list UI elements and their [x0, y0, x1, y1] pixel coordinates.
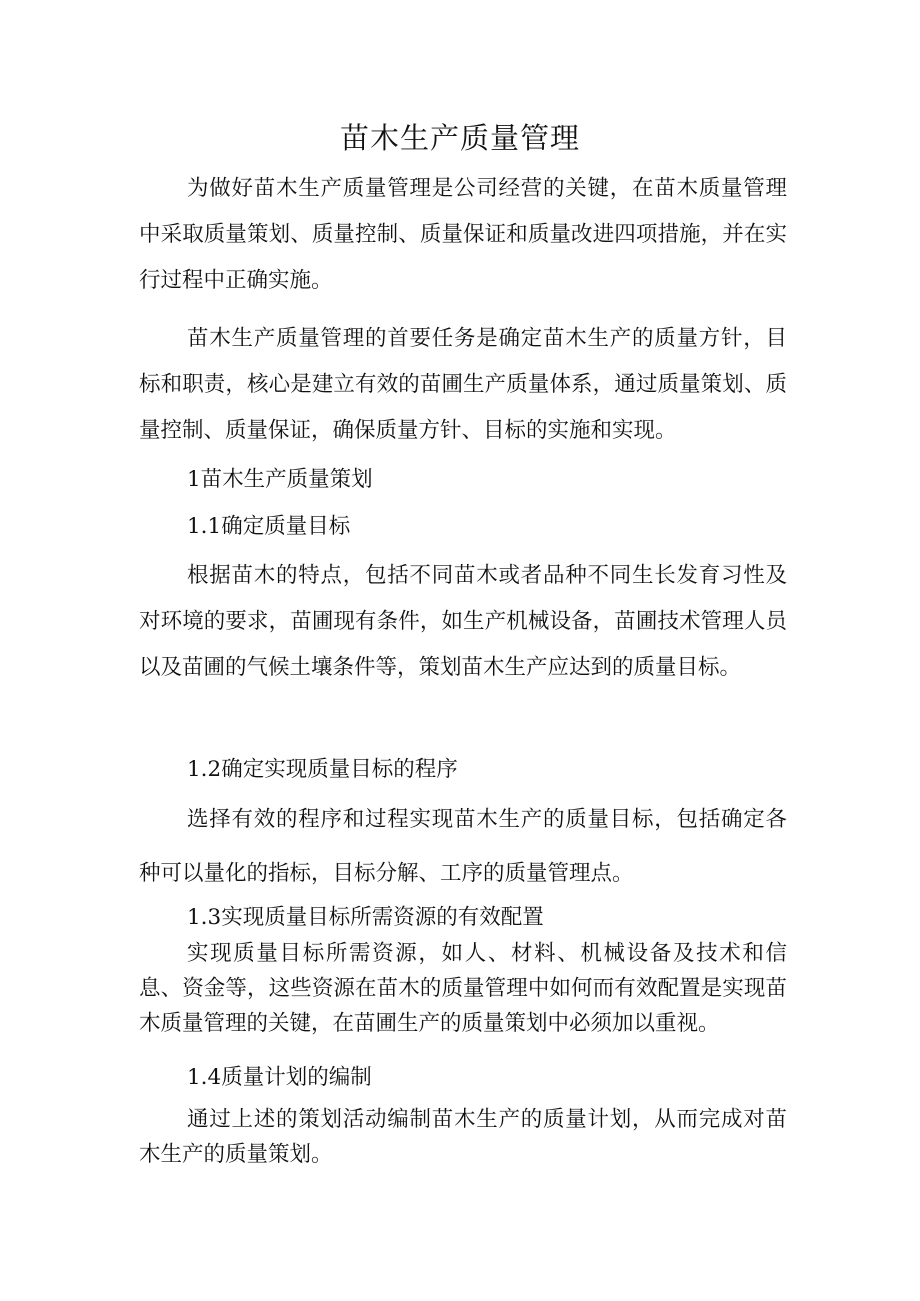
heading-section-1-1: 1.1确定质量目标 — [187, 514, 351, 539]
paragraph-section-1-4: 通过上述的策划活动编制苗木生产的质量计划，从而完成对苗木生产的质量策划。 — [139, 1107, 787, 1167]
heading-section-1: 1苗木生产质量策划 — [187, 467, 373, 492]
paragraph-intro: 为做好苗木生产质量管理是公司经营的关键，在苗木质量管理中采取质量策划、质量控制、质量保证和质量改进四项措施，并在实行过程中正确实施。 — [139, 176, 787, 293]
paragraph-section-1-3: 实现质量目标所需资源，如人、材料、机械设备及技术和信息、资金等，这些资源在苗木的质量管理中如何而有效配置是实现苗木质量管理的关键，在苗圃生产的质量策划中必须加以重视。 — [139, 941, 787, 1036]
paragraph-section-1-2: 选择有效的程序和过程实现苗木生产的质量目标，包括确定各种可以量化的指标，目标分解、工序的质量管理点。 — [139, 807, 787, 886]
heading-section-1-2: 1.2确定实现质量目标的程序 — [187, 757, 458, 782]
paragraph-primary-task: 苗木生产质量管理的首要任务是确定苗木生产的质量方针，目标和职责，核心是建立有效的苗圃生产质量体系，通过质量策划、质量控制、质量保证，确保质量方针、目标的实施和实现。 — [139, 326, 787, 443]
paragraph-section-1-1: 根据苗木的特点，包括不同苗木或者品种不同生长发育习性及对环境的要求，苗圃现有条件，如生产机械设备，苗圃技术管理人员以及苗圃的气候土壤条件等，策划苗木生产应达到的质量目标。 — [139, 563, 787, 680]
document-title: 苗木生产质量管理 — [339, 121, 580, 155]
heading-section-1-4: 1.4质量计划的编制 — [187, 1065, 372, 1090]
heading-section-1-3: 1.3实现质量目标所需资源的有效配置 — [187, 905, 544, 930]
